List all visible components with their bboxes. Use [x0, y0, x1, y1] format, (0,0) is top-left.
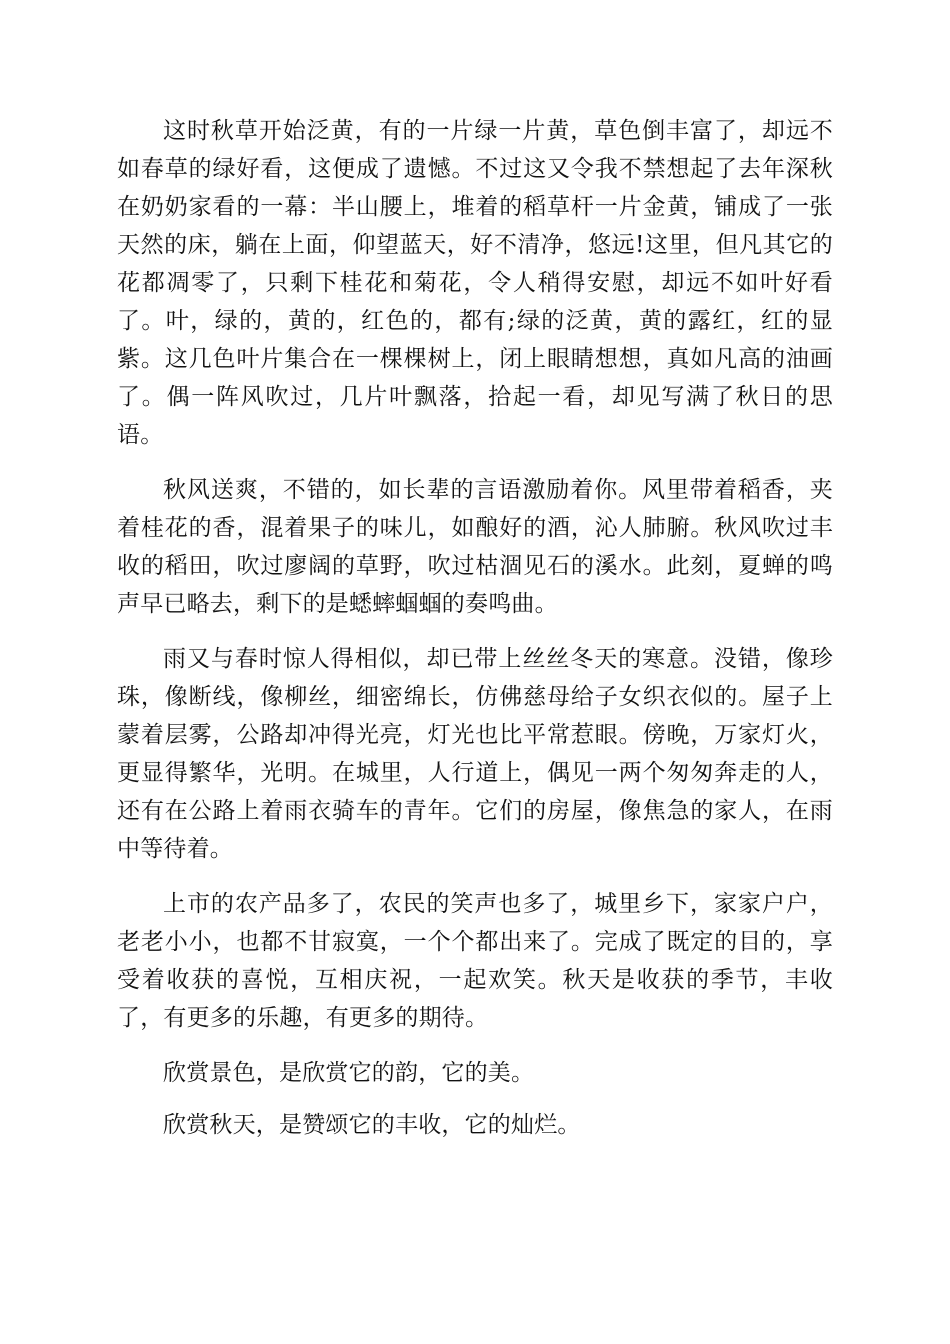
article-body — [117, 112, 833, 1158]
paragraph-harvest: 上市的农产品多了，农民的笑声也多了，城里乡下，家家户户，老老小小，也都不甘寂寞，一个个都出来了。完成了既定的目的，享受着收获的喜悦，互相庆祝，一起欢笑。秋天是收获的季节，丰收了，有更多的乐趣，有更多的期待。 — [117, 891, 833, 1031]
paragraph-appreciate-autumn: 欣赏秋天，是赞颂它的丰收，它的灿烂。 — [163, 1112, 581, 1138]
paragraph-autumn-grass: 这时秋草开始泛黄，有的一片绿一片黄，草色倒丰富了，却远不如春草的绿好看，这便成了遗憾。不过这又令我不禁想起了去年深秋在奶奶家看的一幕：半山腰上，堆着的稻草杆一片金黄，铺成了一张天然的床，躺在上面，仰望蓝天，好不清净，悠远!这里，但凡其它的花都凋零了，只剩下桂花和菊花，令人稍得安慰，却远不如叶好看了。叶，绿的，黄的，红色的，都有;绿的泛黄，黄的露红，红的显紫。这几色叶片集合在一棵棵树上，闭上眼睛想想，真如凡高的油画了。偶一阵风吹过，几片叶飘落，拾起一看，却见写满了秋日的思语。 — [117, 118, 833, 448]
paragraph-autumn-rain: 雨又与春时惊人得相似，却已带上丝丝冬天的寒意。没错，像珍珠，像断线，像柳丝，细密绵长，仿佛慈母给子女织衣似的。屋子上蒙着层雾，公路却冲得光亮，灯光也比平常惹眼。傍晚，万家灯火，更显得繁华，光明。在城里，人行道上，偶见一两个匆匆奔走的人，还有在公路上着雨衣骑车的青年。它们的房屋，像焦急的家人，在雨中等待着。 — [117, 646, 833, 862]
paragraph-autumn-wind: 秋风送爽，不错的，如长辈的言语激励着你。风里带着稻香，夹着桂花的香，混着果子的味儿，如酿好的酒，沁人肺腑。秋风吹过丰收的稻田，吹过廖阔的草野，吹过枯涸见石的溪水。此刻，夏蝉的鸣声早已略去，剩下的是蟋蟀蝈蝈的奏鸣曲。 — [117, 477, 833, 617]
paragraph-appreciate-scenery: 欣赏景色，是欣赏它的韵，它的美。 — [163, 1060, 535, 1086]
